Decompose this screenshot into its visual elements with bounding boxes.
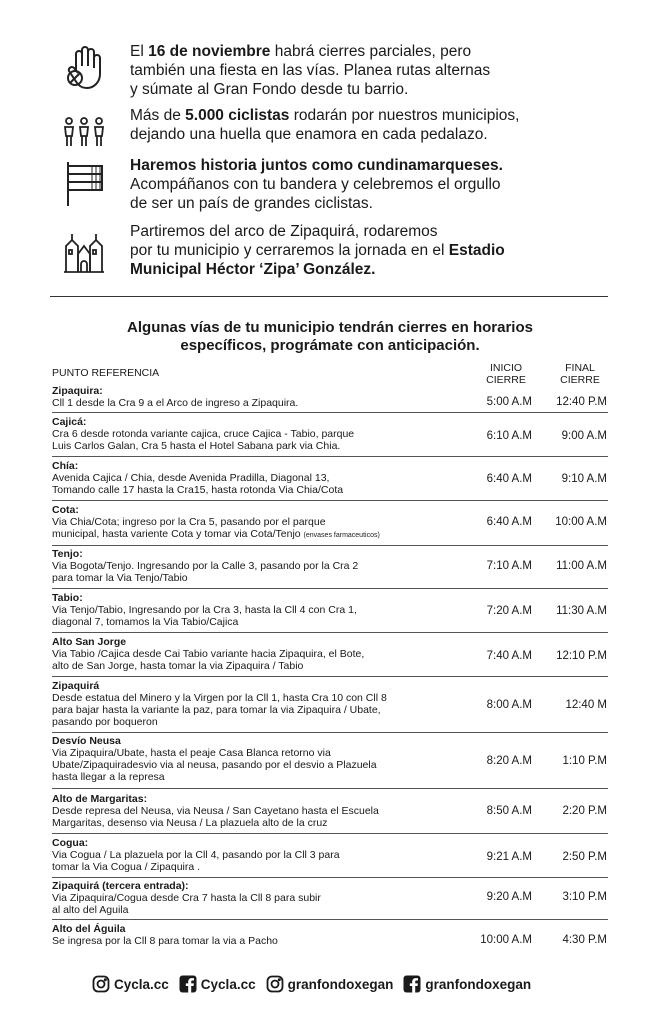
row-end-time: 9:10 A.M <box>561 473 607 485</box>
info-text-flag: Haremos historia juntos como cundinamarqueses. Acompáñanos con tu bandera y celebremos el orgullo de ser un país de grandes ciclistas. <box>130 157 503 212</box>
row-end-time: 12:40 P.M <box>556 396 607 408</box>
row-municipality: Zipaquirá <box>52 680 100 692</box>
row-description: para tomar la Via Tenjo/Tabio <box>52 572 188 584</box>
row-description: para bajar hasta la variante la paz, para tomar la via Zipaquira / Ubate, <box>52 704 381 716</box>
row-end-time: 4:30 P.M <box>562 934 607 946</box>
row-description: Margaritas, desenso via Neusa / La plazuela alto de la cruz <box>52 817 328 829</box>
row-start-time: 8:20 A.M <box>486 755 532 767</box>
table-row <box>52 880 608 916</box>
row-municipality: Alto San Jorge <box>52 636 127 648</box>
row-description: Via Bogota/Tenjo. Ingresando por la Calle 3, pasando por la Cra 2 <box>52 560 359 572</box>
row-description: Luis Carlos Galan, Cra 5 hasta el Hotel Sabana park via Chia. <box>52 440 341 452</box>
row-start-time: 8:00 A.M <box>486 699 532 711</box>
row-description: alto de San Jorge, hasta tomar la via Zipaquira / Tabio <box>52 660 304 672</box>
row-divider <box>52 919 608 920</box>
row-start-time: 6:10 A.M <box>486 430 532 442</box>
row-note: (envases farmaceuticos) <box>303 532 380 539</box>
info-text-route: Partiremos del arco de Zipaquirá, rodaremos por tu municipio y cerraremos la jornada en el Estadio Municipal Héctor ‘Zipa’ González. <box>130 223 505 278</box>
row-description: Via Tabio /Cajica desde Cai Tabio variante hacia Zipaquira, el Bote, <box>52 648 365 660</box>
hand-stop-icon <box>62 42 106 92</box>
row-municipality: Tabio: <box>52 592 83 604</box>
row-description: hasta llegar a la represa <box>52 771 165 783</box>
row-end-time: 12:10 P.M <box>556 650 607 662</box>
row-municipality: Desvío Neusa <box>52 735 121 747</box>
cyclists-icon <box>62 109 106 159</box>
row-end-time: 10:00 A.M <box>555 516 607 528</box>
row-start-time: 7:40 A.M <box>486 650 532 662</box>
row-divider <box>52 833 608 834</box>
row-description: Cll 1 desde la Cra 9 a el Arco de ingreso a Zipaquira. <box>52 397 299 409</box>
row-divider <box>52 788 608 789</box>
instagram-icon <box>92 975 110 993</box>
col-header-reference: PUNTO REFERENCIA <box>52 367 160 379</box>
church-icon <box>62 224 106 274</box>
row-municipality: Zipaquirá (tercera entrada): <box>52 880 189 892</box>
row-start-time: 6:40 A.M <box>486 516 532 528</box>
row-description: pasando por boqueron <box>52 716 158 728</box>
row-municipality: Cajicá: <box>52 416 87 428</box>
row-end-time: 1:10 P.M <box>562 755 607 767</box>
social-link-instagram-granfondo[interactable]: granfondoxegan <box>266 975 394 993</box>
row-description: Se ingresa por la Cll 8 para tomar la via a Pacho <box>52 935 278 947</box>
table-row <box>52 416 608 452</box>
row-description: Via Zipaquira/Ubate, hasta el peaje Casa Blanca retorno via <box>52 747 331 759</box>
row-description: diagonal 7, tomamos la Via Tabio/Cajica <box>52 616 239 628</box>
flag-icon <box>62 158 106 208</box>
row-divider <box>52 632 608 633</box>
table-row <box>52 460 608 496</box>
row-description: Tomando calle 17 hasta la Cra15, hasta rotonda Via Chia/Cota <box>52 484 344 496</box>
section-divider <box>50 296 608 297</box>
row-start-time: 7:20 A.M <box>486 605 532 617</box>
table-row <box>52 793 608 829</box>
row-municipality: Chía: <box>52 460 79 472</box>
social-link-instagram-cycla[interactable]: Cycla.cc <box>92 975 169 993</box>
row-municipality: Alto de Margaritas: <box>52 793 148 805</box>
table-row <box>52 680 608 728</box>
social-footer <box>92 975 541 993</box>
social-link-facebook-cycla[interactable]: Cycla.cc <box>179 975 256 993</box>
row-description: Avenida Cajica / Chia, desde Avenida Pradilla, Diagonal 13, <box>52 472 330 484</box>
row-municipality: Tenjo: <box>52 548 83 560</box>
row-divider <box>52 588 608 589</box>
row-start-time: 5:00 A.M <box>486 396 532 408</box>
row-divider <box>52 545 608 546</box>
info-text-closures: El 16 de noviembre habrá cierres parciales, pero también una fiesta en las vías. Planea rutas alternas y súmate al Gran Fondo desde tu barrio. <box>130 43 491 98</box>
table-row <box>52 385 608 411</box>
info-text-cyclists: Más de 5.000 ciclistas rodarán por nuestros municipios, dejando una huella que enamora en cada pedalazo. <box>130 107 520 143</box>
col-header-end: FINAL CIERRE <box>560 362 600 386</box>
row-end-time: 2:50 P.M <box>562 851 607 863</box>
row-municipality: Zipaquira: <box>52 385 103 397</box>
row-description: Ubate/Zipaquiradesvio via al neusa, pasando por el desvio a Plazuela <box>52 759 377 771</box>
row-description: Cra 6 desde rotonda variante cajica, cruce Cajica - Tabio, parque <box>52 428 355 440</box>
row-description: tomar la Via Cogua / Zipaquira . <box>52 861 201 873</box>
social-link-facebook-granfondo[interactable]: granfondoxegan <box>403 975 531 993</box>
row-start-time: 9:21 A.M <box>486 851 532 863</box>
row-end-time: 12:40 M <box>565 699 607 711</box>
facebook-icon <box>403 975 421 993</box>
row-divider <box>52 456 608 457</box>
row-description: Via Chia/Cota; ingreso por la Cra 5, pasando por el parque <box>52 516 326 528</box>
row-start-time: 8:50 A.M <box>486 805 532 817</box>
row-divider <box>52 676 608 677</box>
table-row <box>52 504 608 542</box>
row-municipality: Alto del Águila <box>52 923 126 935</box>
table-row <box>52 923 608 947</box>
table-row <box>52 636 608 672</box>
row-description: municipal, hasta variente Cota y tomar via Cota/Tenjo (envases farmaceuticos) <box>52 528 380 540</box>
row-end-time: 11:00 A.M <box>556 560 607 572</box>
table-row <box>52 837 608 873</box>
row-description: Desde represa del Neusa, via Neusa / San Cayetano hasta el Escuela <box>52 805 379 817</box>
row-description: Desde estatua del Minero y la Virgen por la Cll 1, hasta Cra 10 con Cll 8 <box>52 692 387 704</box>
row-description: Via Cogua / La plazuela por la Cll 4, pasando por la Cll 3 para <box>52 849 340 861</box>
row-start-time: 7:10 A.M <box>486 560 532 572</box>
row-start-time: 9:20 A.M <box>486 891 532 903</box>
row-description: al alto del Aguila <box>52 904 129 916</box>
table-row <box>52 735 608 783</box>
row-description: Via Tenjo/Tabio, Ingresando por la Cra 3, hasta la Cll 4 con Cra 1, <box>52 604 357 616</box>
table-row <box>52 592 608 628</box>
row-end-time: 9:00 A.M <box>561 430 607 442</box>
row-start-time: 6:40 A.M <box>486 473 532 485</box>
row-divider <box>52 877 608 878</box>
row-divider <box>52 500 608 501</box>
row-description: Via Zipaquira/Cogua desde Cra 7 hasta la Cll 8 para subir <box>52 892 321 904</box>
row-end-time: 3:10 P.M <box>562 891 607 903</box>
row-municipality: Cota: <box>52 504 79 516</box>
row-end-time: 2:20 P.M <box>562 805 607 817</box>
row-divider <box>52 412 608 413</box>
row-municipality: Cogua: <box>52 837 89 849</box>
col-header-start: INICIO CIERRE <box>486 362 526 386</box>
table-row <box>52 548 608 584</box>
table-headline: Algunas vías de tu municipio tendrán cierres en horarios específicos, prográmate con anticipación. <box>127 319 533 354</box>
row-start-time: 10:00 A.M <box>480 934 532 946</box>
instagram-icon <box>266 975 284 993</box>
facebook-icon <box>179 975 197 993</box>
row-divider <box>52 732 608 733</box>
row-end-time: 11:30 A.M <box>556 605 607 617</box>
